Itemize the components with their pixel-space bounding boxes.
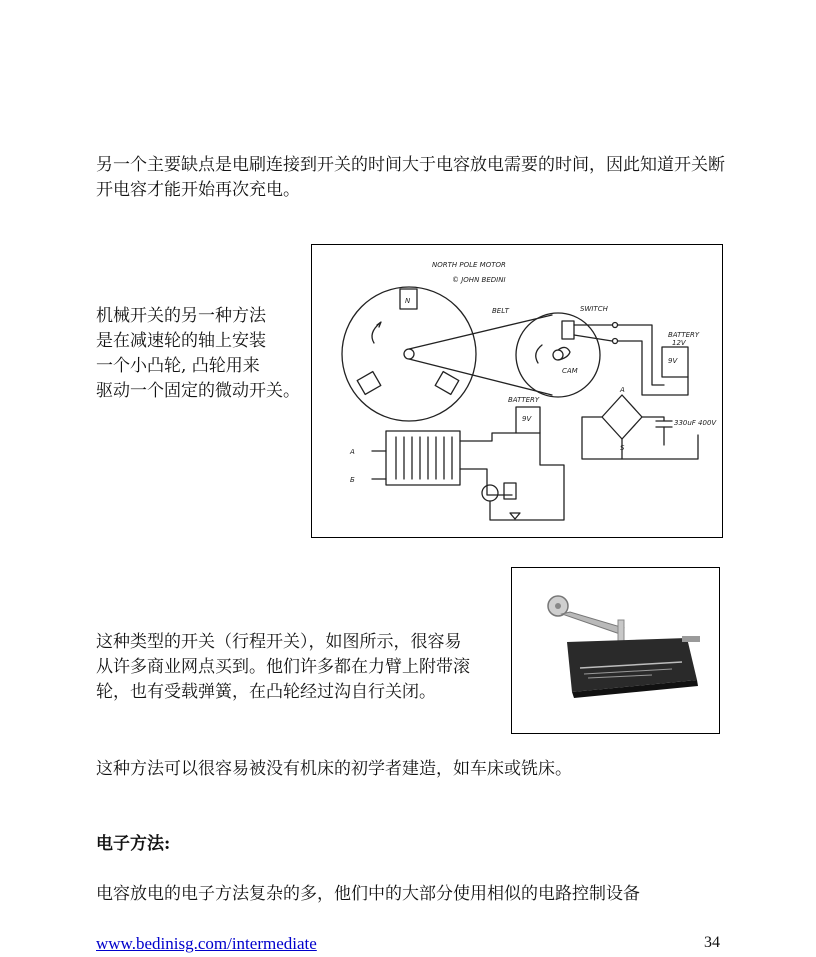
page-number: 34 [704,934,720,951]
website-link[interactable]: www.bedinisg.com/intermediate [96,934,317,953]
paragraph-limit-switch [96,630,510,705]
coil-winding [396,437,452,479]
limit-switch-photo [511,567,720,734]
belt-lower [409,359,552,395]
cam [558,347,570,360]
diode [510,513,520,519]
battery-right-sub: 12V [672,339,686,347]
switch-terminal [682,636,700,642]
battery-right-label: BATTERY [668,331,700,339]
motor-circuit-diagram [311,244,723,538]
text-line: 机械开关的另一种方法 [96,306,266,326]
battery-middle-volt: 9V [522,415,532,423]
battery-right-volt: 9V [668,357,678,365]
resistor [504,483,516,499]
wire [618,341,688,395]
text-line: 是在减速轮的轴上安装 [96,331,266,351]
lever-mount [618,620,624,642]
diagram-svg [312,245,721,536]
section-heading: 电子方法: [96,834,171,854]
terminal [613,323,618,328]
bridge-label: S [620,444,625,452]
microswitch [562,321,574,339]
terminal [613,339,618,344]
wire [460,433,516,441]
text-line: 一个小凸轮, 凸轮用来 [96,356,260,376]
text-line: 轮，也有受载弹簧，在凸轮经过沟自行关闭。 [96,682,436,702]
battery-middle-label: BATTERY [508,396,540,404]
terminal-b-label: Б [350,476,355,484]
magnet-left [357,372,381,395]
wire [618,325,664,385]
paragraph-beginner: 这种方法可以很容易被没有机床的初学者建造，如车床或铣床。 [96,759,572,779]
paragraph-electronic: 电容放电的电子方法复杂的多，他们中的大部分使用相似的电路控制设备 [96,884,640,904]
photo-svg [512,568,718,732]
roller-axle [555,603,561,609]
cam-label: CAM [562,367,578,375]
small-rotation-arrow [536,345,542,363]
text-line: 从许多商业网点买到。他们许多都在力臂上附带滚 [96,657,470,677]
bridge-label: A [620,386,625,394]
switch-label: SWITCH [580,305,608,313]
belt-label: BELT [492,307,509,315]
diagram-title: NORTH POLE MOTOR [432,261,506,269]
transistor [482,485,498,501]
diagram-author: © JOHN BEDINI [452,276,506,284]
rotor-hub [404,349,414,359]
bridge-rectifier [602,395,642,439]
text-line: 驱动一个固定的微动开关。 [96,381,300,401]
rotor-wheel [342,287,476,421]
magnet-right [435,372,459,395]
paragraph-cam-method [96,304,316,404]
capacitor-label: 330uF 400V [674,419,717,427]
text-line: 开电容才能开始再次充电。 [96,180,300,200]
switch-wire [574,335,612,341]
wire [490,433,564,520]
text-line: 另一个主要缺点是电刷连接到开关的时间大于电容放电需要的时间，因此知道开关断 [96,155,725,175]
text-line: 这种类型的开关（行程开关），如图所示，很容易 [96,632,462,652]
paragraph-drawback [96,153,796,203]
coil-core [386,431,460,485]
terminal-a-label: A [350,448,355,456]
belt-upper [409,315,552,349]
magnet-label: N [405,297,411,305]
